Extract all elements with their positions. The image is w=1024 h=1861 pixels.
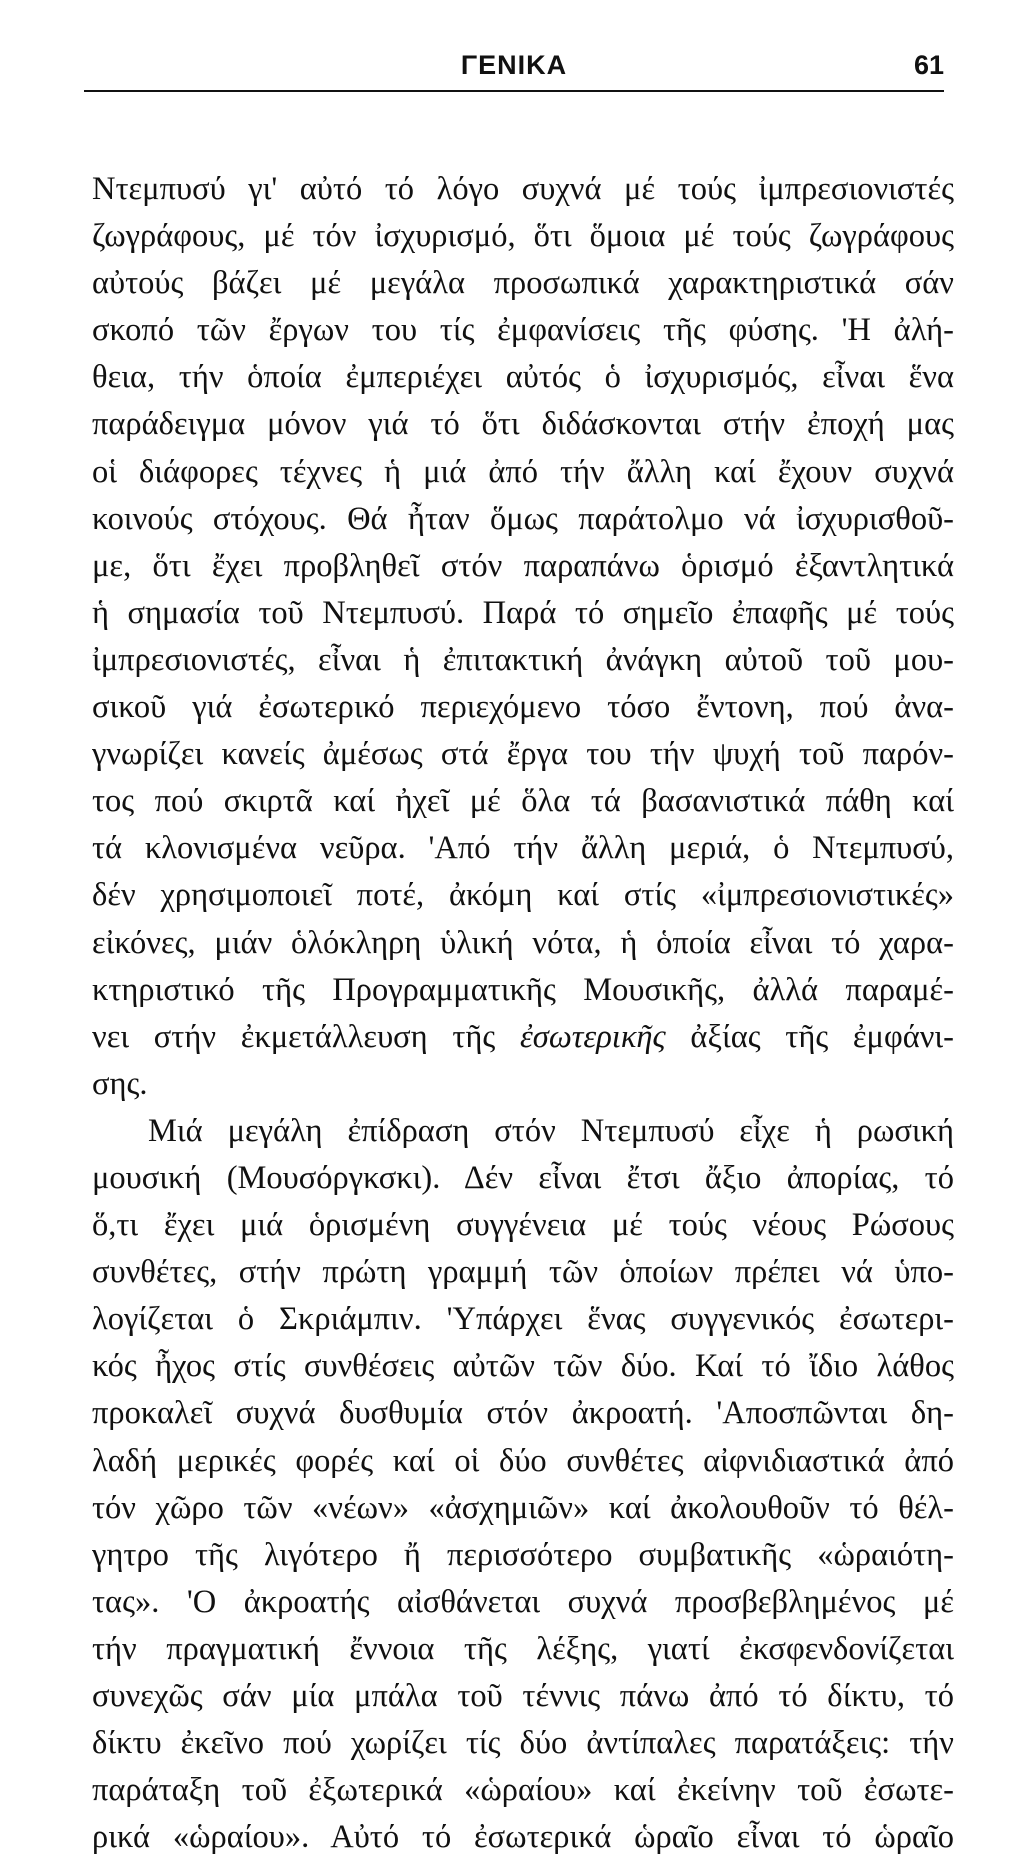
text-line: δίκτυ ἐκεῖνο πού χωρίζει τίς δύο ἀντίπαλες παρατάξεις: τήν — [92, 1725, 954, 1762]
text-line-with-emphasis — [92, 1014, 954, 1061]
text-line: ὅ,τι ἔχει μιά ὁρισμένη συγγένεια μέ τούς νέους Ρώσους — [92, 1207, 954, 1244]
text-line: με, ὅτι ἔχει προβληθεῖ στόν παραπάνω ὁρισμό ἐξαντλητικά — [92, 547, 954, 584]
text-line: προκαλεῖ συχνά δυσθυμία στόν ἀκροατή. 'Αποσπῶνται δη- — [92, 1395, 954, 1432]
text-line: τας». 'Ο ἀκροατής αἰσθάνεται συχνά προσβεβλημένος μέ — [92, 1583, 954, 1620]
text-line: παράδειγμα μόνον γιά τό ὅτι διδάσκονται στήν ἐποχή μας — [92, 406, 954, 443]
text-line: Ντεμπυσύ γι' αὐτό τό λόγο συχνά μέ τούς ἰμπρεσιονιστές — [92, 171, 954, 207]
text-line: παράταξη τοῦ ἐξωτερικά «ὡραίου» καί ἐκείνην τοῦ ἐσωτε- — [92, 1772, 954, 1809]
paragraph-first-line: Μιά μεγάλη ἐπίδραση στόν Ντεμπυσύ εἶχε ἡ ρωσική — [148, 1112, 954, 1149]
running-head — [84, 50, 944, 92]
text-line: συνθέτες, στήν πρώτη γραμμή τῶν ὁποίων πρέπει νά ὑπο- — [92, 1254, 954, 1291]
text-line: μουσική (Μουσόργκσκι). Δέν εἶναι ἔτσι ἄξιο ἀπορίας, τό — [92, 1159, 954, 1196]
text-line: ρικά «ὡραίου». Αὐτό τό ἐσωτερικά ὡραῖο εἶναι τό ὡραῖο — [92, 1819, 954, 1856]
text-line: τόν χῶρο τῶν «νέων» «ἀσχημιῶν» καί ἀκολουθοῦν τό θέλ- — [92, 1489, 954, 1526]
body-text — [92, 166, 954, 1861]
text-line: δέν χρησιμοποιεῖ ποτέ, ἀκόμη καί στίς «ἰμπρεσιονιστικές» — [92, 877, 954, 914]
text-line: ἰμπρεσιονιστές, εἶναι ἡ ἐπιτακτική ἀνάγκη αὐτοῦ τοῦ μου- — [92, 641, 954, 678]
line-segment: ἀξίας τῆς ἐμφάνι- — [665, 1018, 954, 1055]
text-line: εἰκόνες, μιάν ὁλόκληρη ὑλική νότα, ἡ ὁποία εἶναι τό χαρα- — [92, 924, 954, 961]
text-line: τά κλονισμένα νεῦρα. 'Από τήν ἄλλη μεριά, ὁ Ντεμπυσύ, — [92, 830, 954, 867]
text-line: κός ἦχος στίς συνθέσεις αὐτῶν τῶν δύο. Καί τό ἴδιο λάθος — [92, 1348, 954, 1385]
text-line: κοινούς στόχους. Θά ἦταν ὅμως παράτολμο νά ἰσχυρισθοῦ- — [92, 500, 954, 537]
text-line: θεια, τήν ὁποία ἐμπεριέχει αὐτός ὁ ἰσχυρισμός, εἶναι ἕνα — [92, 359, 954, 396]
text-line: τος πού σκιρτᾶ καί ἠχεῖ μέ ὅλα τά βασανιστικά πάθη καί — [92, 783, 954, 820]
text-line: κτηριστικό τῆς Προγραμματικῆς Μουσικῆς, ἀλλά παραμέ- — [92, 971, 954, 1008]
text-line: ἡ σημασία τοῦ Ντεμπυσύ. Παρά τό σημεῖο ἐπαφῆς μέ τούς — [92, 594, 954, 631]
text-line: ζωγράφους, μέ τόν ἰσχυρισμό, ὅτι ὅμοια μέ τούς ζωγράφους — [92, 218, 954, 255]
text-line: λαδή μερικές φορές καί οἱ δύο συνθέτες αἰφνιδιαστικά ἀπό — [92, 1442, 954, 1479]
emphasized-word: ἐσωτερικῆς — [519, 1018, 666, 1055]
text-line: τήν πραγματική ἔννοια τῆς λέξης, γιατί ἐκσφενδονίζεται — [92, 1630, 954, 1667]
page-number: 61 — [913, 50, 944, 80]
text-line: οἱ διάφορες τέχνες ἡ μιά ἀπό τήν ἄλλη καί ἔχουν συχνά — [92, 453, 954, 490]
line-segment: νει στήν ἐκμετάλλευση τῆς — [92, 1018, 520, 1055]
text-line: λογίζεται ὁ Σκριάμπιν. 'Υπάρχει ἕνας συγγενικός ἐσωτερι- — [92, 1301, 954, 1338]
text-line: συνεχῶς σάν μία μπάλα τοῦ τέννις πάνω ἀπό τό δίκτυ, τό — [92, 1678, 954, 1714]
text-line: σικοῦ γιά ἐσωτερικό περιεχόμενο τόσο ἔντονη, πού ἀνα- — [92, 689, 954, 726]
text-line: γνωρίζει κανείς ἀμέσως στά ἔργα του τήν ψυχή τοῦ παρόν- — [92, 736, 954, 773]
chapter-title: ΓΕΝΙΚΑ — [460, 50, 568, 80]
text-line: σκοπό τῶν ἔργων του τίς ἐμφανίσεις τῆς φύσης. 'Η ἀλή- — [92, 312, 954, 349]
text-line: αὐτούς βάζει μέ μεγάλα προσωπικά χαρακτηριστικά σάν — [92, 265, 954, 302]
paragraph-end-line: σης. — [92, 1065, 148, 1102]
text-line: γητρο τῆς λιγότερο ἤ περισσότερο συμβατικῆς «ὡραιότη- — [92, 1536, 954, 1573]
